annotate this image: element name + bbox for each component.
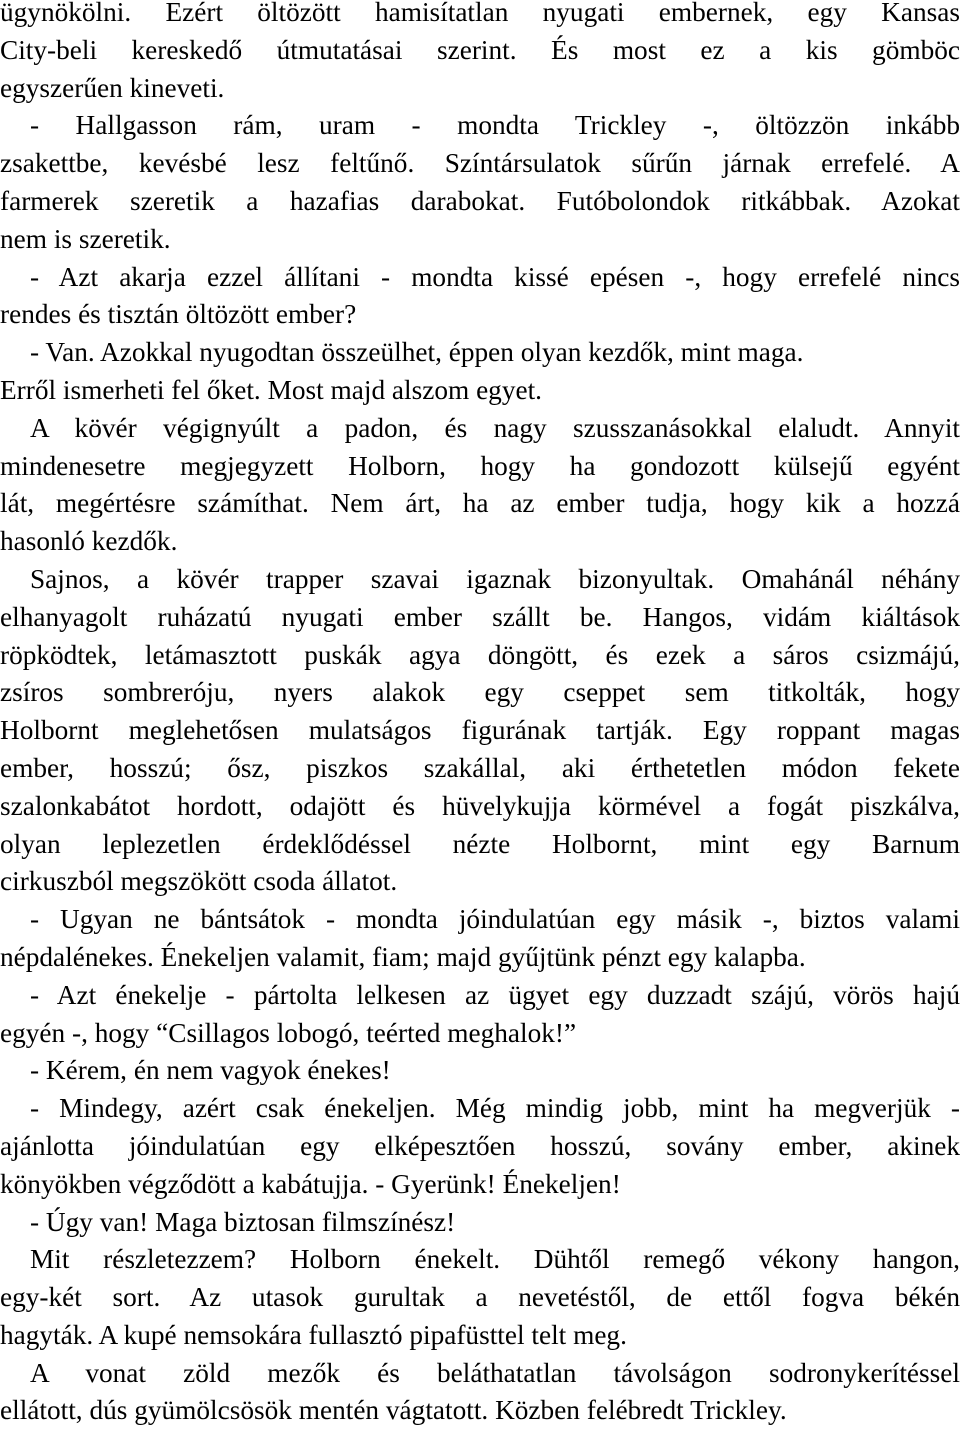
text-line: olyan leplezetlen érdeklődéssel nézte Holbornt, mint egy Barnum	[0, 828, 960, 859]
paragraph-2	[0, 107, 960, 258]
text-line: nem is szeretik.	[0, 223, 171, 254]
text-line: röpködtek, letámasztott puskák agya döngött, és ezek a sáros csizmájú,	[0, 639, 960, 670]
text-line: - Mindegy, azért csak énekeljen. Még mindig jobb, mint ha megverjük -	[30, 1093, 960, 1124]
text-line: egyén -, hogy “Csillagos lobogó, teérted meghalok!”	[0, 1017, 577, 1048]
paragraph-7	[0, 901, 960, 977]
text-line: - Azt énekelje - pártolta lelkesen az ügyet egy duzzadt szájú, vörös hajú	[30, 979, 960, 1010]
text-line: farmerek szeretik a hazafias darabokat. Futóbolondok ritkábbak. Azokat	[0, 185, 960, 216]
text-line: Holbornt meglehetősen mulatságos figurának tartják. Egy roppant magas	[0, 715, 960, 746]
text-line: szalonkabátot hordott, odajött és hüvelykujja körmével a fogát piszkálva,	[0, 790, 960, 821]
text-line: egy-két sort. Az utasok gurultak a nevetéstől, de ettől fogva békén	[0, 1282, 960, 1313]
text-line: zsakettbe, kevésbé lesz feltűnő. Színtársulatok sűrűn járnak errefelé. A	[0, 148, 960, 179]
text-line: népdalénekes. Énekeljen valamit, fiam; majd gyűjtünk pénzt egy kalapba.	[0, 941, 806, 972]
text-line: rendes és tisztán öltözött ember?	[0, 299, 357, 330]
paragraph-13	[0, 1355, 960, 1431]
paragraph-5	[0, 410, 960, 561]
paragraph-6	[0, 561, 960, 901]
text-line: zsíros sombreróju, nyers alakok egy cseppet sem titkolták, hogy	[0, 677, 960, 708]
text-line: elhanyagolt ruházatú nyugati ember szállt be. Hangos, vidám kiáltások	[0, 601, 960, 632]
text-line: - Kérem, én nem vagyok énekes!	[30, 1055, 391, 1086]
text-line: ellátott, dús gyümölcsösök mentén vágtatott. Közben felébredt Trickley.	[0, 1395, 787, 1426]
text-line: ember, hosszú; ősz, piszkos szakállal, aki érthetetlen módon fekete	[0, 752, 960, 783]
paragraph-11	[0, 1204, 960, 1242]
text-line: Sajnos, a kövér trapper szavai igaznak bizonyultak. Omahánál néhány	[30, 563, 960, 594]
paragraph-8	[0, 977, 960, 1053]
paragraph-10	[0, 1090, 960, 1203]
text-line: ügynökölni. Ezért öltözött hamisítatlan nyugati embernek, egy Kansas	[0, 0, 960, 27]
text-line: - Hallgasson rám, uram - mondta Trickley -, öltözzön inkább	[30, 110, 960, 141]
text-line: - Azt akarja ezzel állítani - mondta kissé epésen -, hogy errefelé nincs	[30, 261, 960, 292]
paragraph-4	[0, 334, 960, 410]
text-line: hagyták. A kupé nemsokára fullasztó pipafüsttel telt meg.	[0, 1319, 627, 1350]
text-line: cirkuszból megszökött csoda állatot.	[0, 866, 398, 897]
text-line: A kövér végignyúlt a padon, és nagy szusszanásokkal elaludt. Annyit	[30, 412, 960, 443]
text-line: - Úgy van! Maga biztosan filmszínész!	[30, 1206, 456, 1237]
text-line: Erről ismerheti fel őket. Most majd alszom egyet.	[0, 374, 543, 405]
text-line: lát, megértésre számíthat. Nem árt, ha az ember tudja, hogy kik a hozzá	[0, 488, 960, 519]
text-line: egyszerűen kineveti.	[0, 72, 225, 103]
text-line: mindenesetre megjegyzett Holborn, hogy ha gondozott külsejű egyént	[0, 450, 960, 481]
text-line: hasonló kezdők.	[0, 526, 178, 557]
text-line: könyökben végződött a kabátujja. - Gyerünk! Énekeljen!	[0, 1168, 621, 1199]
paragraph-9	[0, 1052, 960, 1090]
text-line: A vonat zöld mezők és beláthatatlan távolságon sodronykerítéssel	[30, 1357, 960, 1388]
text-line: Mit részletezzem? Holborn énekelt. Dühtől remegő vékony hangon,	[30, 1244, 960, 1275]
paragraph-1	[0, 0, 960, 107]
text-line: ajánlotta jóindulatúan egy elképesztően hosszú, sovány ember, akinek	[0, 1130, 960, 1161]
text-line: - Ugyan ne bántsátok - mondta jóindulatúan egy másik -, biztos valami	[30, 904, 960, 935]
paragraph-12	[0, 1241, 960, 1354]
text-line: - Van. Azokkal nyugodtan összeülhet, éppen olyan kezdők, mint maga.	[30, 337, 804, 368]
text-line: City-beli kereskedő útmutatásai szerint. És most ez a kis gömböc	[0, 34, 960, 65]
paragraph-3	[0, 259, 960, 335]
